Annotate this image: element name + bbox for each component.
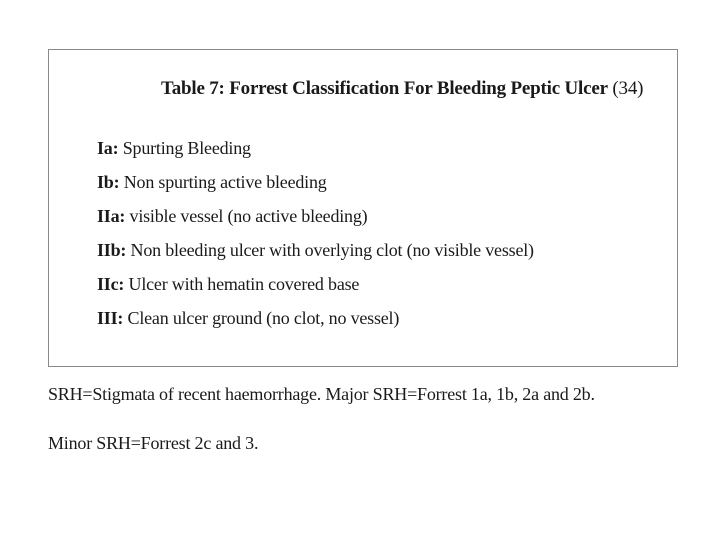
classification-code: IIc:	[97, 274, 125, 294]
classification-code: IIa:	[97, 206, 126, 226]
classification-table	[48, 49, 678, 367]
classification-description: Ulcer with hematin covered base	[128, 274, 360, 294]
major-srh-note: SRH=Stigmata of recent haemorrhage. Major SRH=Forrest 1a, 1b, 2a and 2b.	[48, 384, 595, 404]
table-title-reference: (34)	[612, 78, 644, 99]
classification-list	[97, 137, 534, 341]
classification-description: Non spurting active bleeding	[123, 172, 327, 192]
table-title-text: Table 7: Forrest Classification For Bleeding Peptic Ulcer	[161, 78, 608, 99]
classification-code: IIb:	[97, 240, 127, 260]
classification-item-ia	[97, 137, 534, 171]
classification-code: Ia:	[97, 138, 119, 158]
classification-description: Spurting Bleeding	[122, 138, 251, 158]
classification-description: Non bleeding ulcer with overlying clot (no visible vessel)	[130, 240, 534, 260]
classification-code: Ib:	[97, 172, 120, 192]
classification-item-iib	[97, 239, 534, 273]
classification-item-iia	[97, 205, 534, 239]
minor-srh-note: Minor SRH=Forrest 2c and 3.	[48, 433, 259, 453]
classification-item-ib	[97, 171, 534, 205]
table-title	[161, 78, 643, 100]
classification-description: Clean ulcer ground (no clot, no vessel)	[127, 308, 400, 328]
classification-description: visible vessel (no active bleeding)	[129, 206, 368, 226]
classification-item-iic	[97, 273, 534, 307]
classification-code: III:	[97, 308, 124, 328]
classification-item-iii	[97, 307, 534, 341]
